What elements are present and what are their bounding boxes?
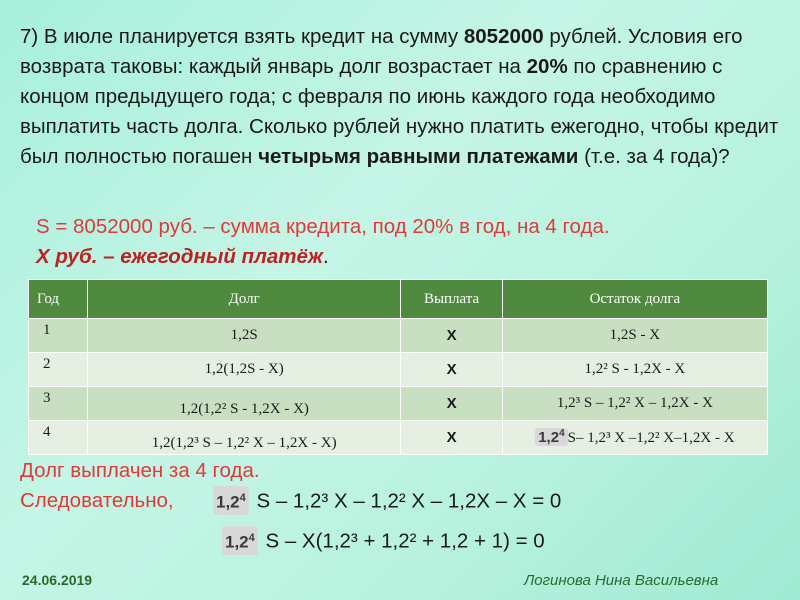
cell-year: 4: [29, 421, 88, 455]
conclusion-line-2: Следовательно,: [20, 489, 174, 512]
eq1-badge-exp: 4: [239, 492, 246, 504]
cell-debt: 1,2(1,2³ S – 1,2² X – 1,2X - X): [88, 421, 401, 455]
cell-payment: X: [401, 319, 502, 353]
table-row: [29, 387, 768, 421]
header-year: Год: [29, 280, 88, 319]
debt-table: [28, 279, 768, 455]
cell-remainder: [502, 421, 767, 455]
equal-payments: четырьмя равными платежами: [258, 145, 579, 168]
header-payment: Выплата: [401, 280, 502, 319]
given-x-dot: .: [322, 245, 329, 268]
eq2-badge-base: 1,2: [225, 532, 249, 552]
problem-text: [20, 22, 790, 172]
cell-debt: 1,2(1,2² S - 1,2X - X): [88, 387, 401, 421]
eq1-power-badge: [213, 486, 249, 515]
table-header-row: [29, 280, 768, 319]
footer-date: 24.06.2019: [22, 572, 93, 588]
cell-remainder: 1,2³ S – 1,2² X – 1,2X - X: [502, 387, 767, 421]
header-debt: Долг: [88, 280, 401, 319]
loan-amount: 8052000: [463, 25, 544, 48]
cell-remainder: 1,2S - X: [502, 319, 767, 353]
cell-remainder-text: S– 1,2³ X –1,2² X–1,2X - X: [567, 430, 735, 446]
table-row: [29, 319, 768, 353]
given-block: [36, 212, 610, 272]
cell-payment: X: [401, 387, 502, 421]
eq2-badge-exp: 4: [248, 532, 255, 544]
eq1-badge-base: 1,2: [216, 492, 240, 512]
eq2-text: S – X(1,2³ + 1,2² + 1,2 + 1) = 0: [259, 529, 545, 553]
conclusion-line-1: Долг выплачен за 4 года.: [20, 459, 260, 482]
power-badge-base: 1,2: [538, 429, 560, 446]
eq2-power-badge: [222, 526, 258, 555]
cell-year: 2: [29, 353, 88, 387]
cell-payment: X: [401, 353, 502, 387]
equation-1: [213, 486, 561, 517]
cell-debt: 1,2(1,2S - X): [88, 353, 401, 387]
power-badge-exp: 4: [559, 428, 565, 439]
power-badge: [535, 428, 567, 446]
given-x-row: [36, 242, 610, 272]
given-s-line: S = 8052000 руб. – сумма кредита, под 20% в год, на 4 года.: [36, 215, 610, 238]
footer-author: Логинова Нина Васильевна: [524, 572, 719, 589]
problem-part-3: по сравнению с концом предыдущего года; с февраля по июнь каждого года необходимо выплатить часть долга. Сколько рублей нужно платить ежегодно, чтобы кредит был полностью погашен: [20, 55, 779, 168]
table-row: [29, 421, 768, 455]
table-row: [29, 353, 768, 387]
eq1-text: S – 1,2³ X – 1,2² X – 1,2X – X = 0: [250, 489, 562, 513]
cell-year: 1: [29, 319, 88, 353]
problem-part-4: (т.е. за 4 года)?: [578, 145, 730, 168]
given-x-line: X руб. – ежегодный платёж: [36, 245, 323, 268]
cell-payment: X: [401, 421, 502, 455]
problem-part-2: рублей. Условия его возврата таковы: каждый январь долг возрастает на: [20, 25, 743, 78]
equation-2: [222, 526, 545, 557]
cell-debt: 1,2S: [88, 319, 401, 353]
interest-rate: 20%: [526, 55, 568, 78]
cell-remainder: 1,2² S - 1,2X - X: [502, 353, 767, 387]
problem-part-1: 7) В июле планируется взять кредит на сумму: [20, 25, 464, 48]
header-remainder: Остаток долга: [502, 280, 767, 319]
cell-year: 3: [29, 387, 88, 421]
